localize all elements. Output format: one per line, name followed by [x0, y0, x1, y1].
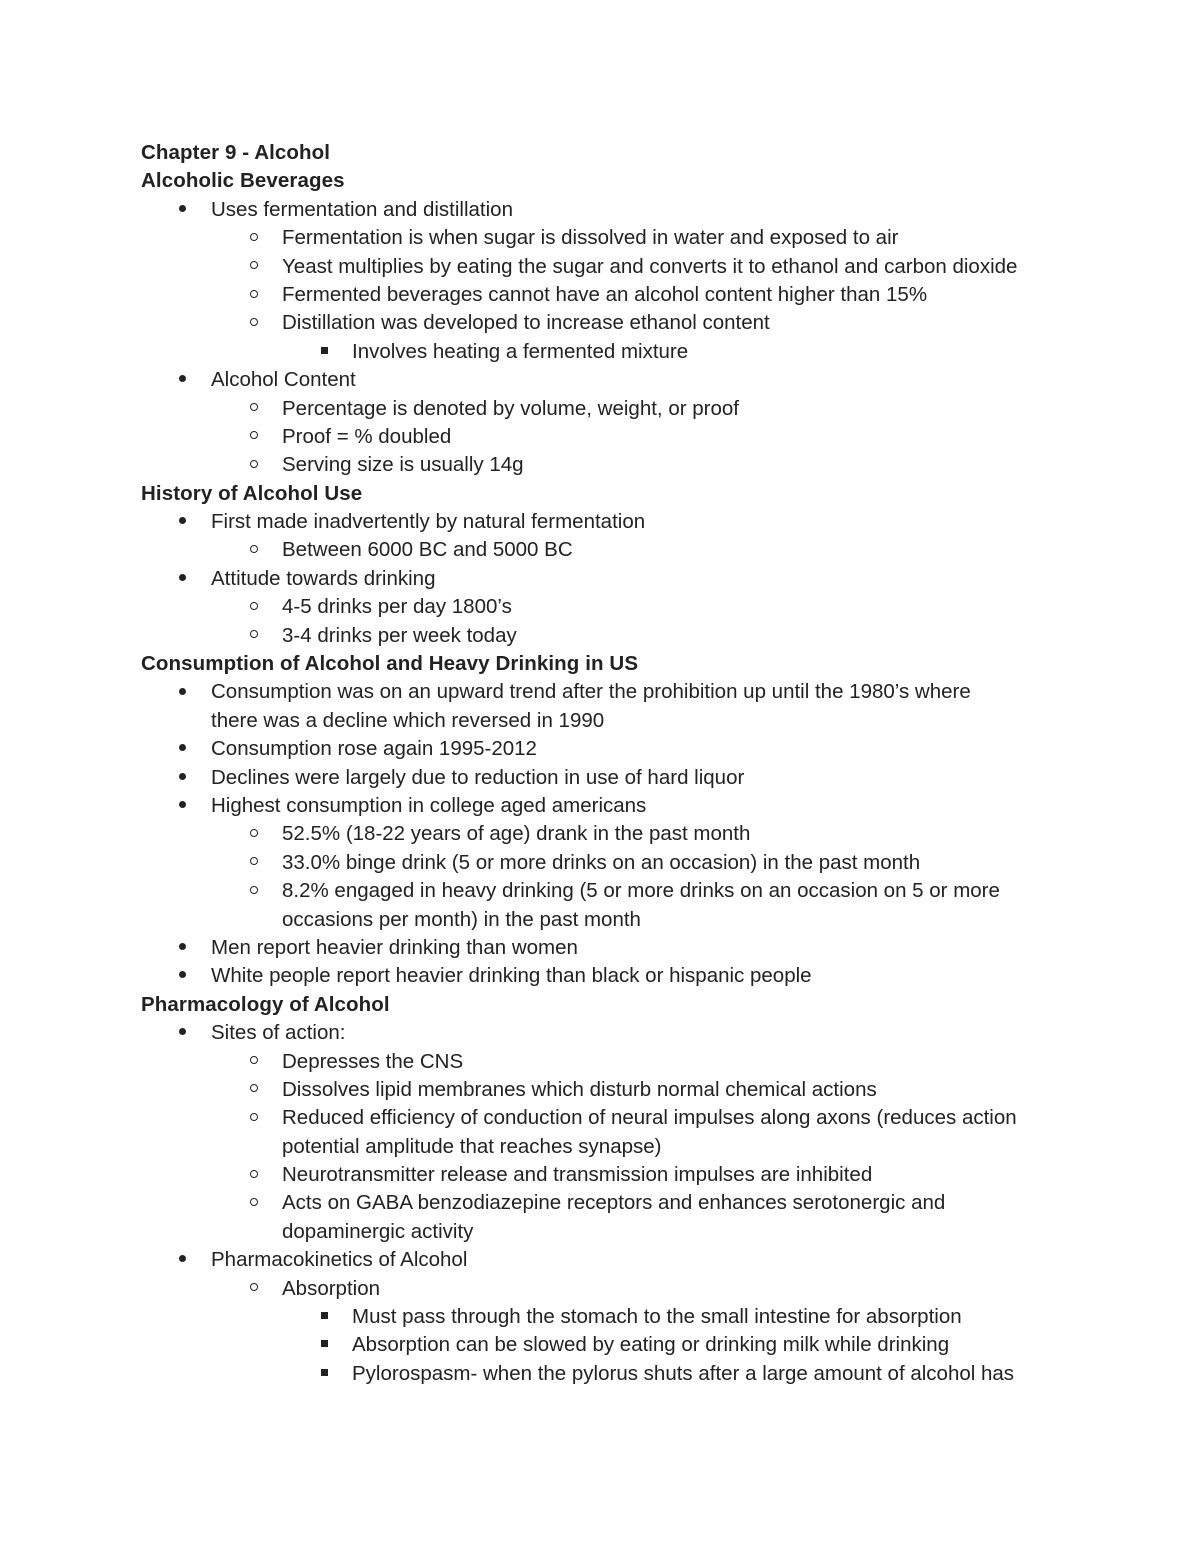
list-item-text: Declines were largely due to reduction in use of hard liquor: [211, 765, 745, 789]
document-body: [141, 139, 1141, 1388]
list-item: [141, 536, 1141, 564]
list-item: [141, 1104, 1141, 1132]
filled-bullet-icon: [175, 565, 189, 593]
list-item: [141, 678, 1141, 706]
list-item: [141, 962, 1141, 990]
list-item-text: Yeast multiplies by eating the sugar and converts it to ethanol and carbon dioxide: [282, 254, 1018, 278]
list-item: [141, 1189, 1141, 1217]
list-item: [141, 1161, 1141, 1189]
hollow-bullet-icon: [247, 1189, 261, 1217]
hollow-bullet-icon: [247, 593, 261, 621]
list-item-text: Absorption can be slowed by eating or drinking milk while drinking: [352, 1333, 950, 1357]
list-item: [141, 366, 1141, 394]
list-item-text: Alcohol Content: [211, 368, 356, 392]
hollow-bullet-icon: [247, 423, 261, 451]
hollow-bullet-icon: [247, 849, 261, 877]
hollow-bullet-icon: [247, 281, 261, 309]
list-item-text: White people report heavier drinking than black or hispanic people: [211, 964, 812, 988]
list-item: [141, 508, 1141, 536]
list-item-text: First made inadvertently by natural fermentation: [211, 510, 646, 534]
list-item-text: Distillation was developed to increase ethanol content: [282, 311, 770, 335]
list-item-text: Uses fermentation and distillation: [211, 197, 513, 221]
list-item: [141, 338, 1141, 366]
filled-bullet-icon: [175, 1019, 189, 1047]
list-item-text: dopaminergic activity: [282, 1219, 474, 1243]
outline-list: [141, 167, 1141, 1388]
list-item: [141, 934, 1141, 962]
section-heading-text: Alcoholic Beverages: [141, 169, 345, 193]
list-item: [141, 877, 1141, 905]
list-item-text: Acts on GABA benzodiazepine receptors and enhances serotonergic and: [282, 1191, 946, 1215]
square-bullet-icon: [317, 1331, 331, 1359]
list-item: [141, 196, 1141, 224]
list-item-continuation: [141, 707, 1141, 735]
list-item: [141, 792, 1141, 820]
section-heading: [141, 167, 1141, 195]
hollow-bullet-icon: [247, 1076, 261, 1104]
list-item: [141, 1303, 1141, 1331]
list-item: [141, 451, 1141, 479]
list-item-text: potential amplitude that reaches synapse): [282, 1134, 662, 1158]
list-item-text: 3-4 drinks per week today: [282, 623, 517, 647]
list-item: [141, 820, 1141, 848]
list-item-continuation: [141, 906, 1141, 934]
page-title: [141, 139, 1141, 167]
list-item: [141, 622, 1141, 650]
list-item-text: Men report heavier drinking than women: [211, 935, 578, 959]
list-item: [141, 1048, 1141, 1076]
hollow-bullet-icon: [247, 1104, 261, 1132]
hollow-bullet-icon: [247, 877, 261, 905]
square-bullet-icon: [317, 1360, 331, 1388]
section-heading: [141, 480, 1141, 508]
list-item: [141, 1360, 1141, 1388]
list-item-text: Proof = % doubled: [282, 424, 452, 448]
list-item: [141, 1076, 1141, 1104]
list-item-text: Pharmacokinetics of Alcohol: [211, 1248, 468, 1272]
list-item-text: Consumption rose again 1995-2012: [211, 737, 537, 761]
filled-bullet-icon: [175, 764, 189, 792]
square-bullet-icon: [317, 1303, 331, 1331]
list-item-continuation: [141, 1218, 1141, 1246]
list-item-text: Highest consumption in college aged americans: [211, 793, 647, 817]
filled-bullet-icon: [175, 962, 189, 990]
section-heading: [141, 991, 1141, 1019]
list-item-text: Serving size is usually 14g: [282, 453, 524, 477]
list-item-text: occasions per month) in the past month: [282, 907, 641, 931]
list-item-text: Must pass through the stomach to the small intestine for absorption: [352, 1305, 962, 1329]
filled-bullet-icon: [175, 735, 189, 763]
list-item: [141, 849, 1141, 877]
filled-bullet-icon: [175, 934, 189, 962]
list-item: [141, 565, 1141, 593]
filled-bullet-icon: [175, 1246, 189, 1274]
hollow-bullet-icon: [247, 309, 261, 337]
list-item-text: Involves heating a fermented mixture: [352, 339, 689, 363]
list-item-text: Neurotransmitter release and transmission impulses are inhibited: [282, 1163, 873, 1187]
hollow-bullet-icon: [247, 395, 261, 423]
list-item-text: 33.0% binge drink (5 or more drinks on an occasion) in the past month: [282, 850, 921, 874]
list-item-text: there was a decline which reversed in 1990: [211, 708, 605, 732]
hollow-bullet-icon: [247, 622, 261, 650]
list-item-text: Absorption: [282, 1276, 381, 1300]
hollow-bullet-icon: [247, 1048, 261, 1076]
list-item-text: 52.5% (18-22 years of age) drank in the past month: [282, 822, 751, 846]
list-item-text: Percentage is denoted by volume, weight, or proof: [282, 396, 739, 420]
list-item: [141, 253, 1141, 281]
list-item: [141, 224, 1141, 252]
filled-bullet-icon: [175, 792, 189, 820]
list-item-text: 4-5 drinks per day 1800’s: [282, 595, 512, 619]
list-item-continuation: [141, 1133, 1141, 1161]
list-item-text: Reduced efficiency of conduction of neural impulses along axons (reduces action: [282, 1106, 1017, 1130]
list-item-text: Pylorospasm- when the pylorus shuts after a large amount of alcohol has: [352, 1361, 1015, 1385]
list-item-text: Depresses the CNS: [282, 1049, 464, 1073]
square-bullet-icon: [317, 338, 331, 366]
list-item-text: Consumption was on an upward trend after the prohibition up until the 1980’s where: [211, 680, 971, 704]
list-item-text: Dissolves lipid membranes which disturb normal chemical actions: [282, 1077, 877, 1101]
list-item: [141, 281, 1141, 309]
list-item-text: 8.2% engaged in heavy drinking (5 or more drinks on an occasion on 5 or more: [282, 879, 1000, 903]
section-heading: [141, 650, 1141, 678]
hollow-bullet-icon: [247, 224, 261, 252]
hollow-bullet-icon: [247, 536, 261, 564]
list-item: [141, 764, 1141, 792]
hollow-bullet-icon: [247, 1161, 261, 1189]
list-item: [141, 593, 1141, 621]
filled-bullet-icon: [175, 678, 189, 706]
hollow-bullet-icon: [247, 451, 261, 479]
list-item: [141, 735, 1141, 763]
list-item-text: Between 6000 BC and 5000 BC: [282, 538, 573, 562]
filled-bullet-icon: [175, 508, 189, 536]
list-item: [141, 1019, 1141, 1047]
section-heading-text: Pharmacology of Alcohol: [141, 992, 390, 1016]
list-item: [141, 1331, 1141, 1359]
list-item: [141, 1275, 1141, 1303]
list-item-text: Fermented beverages cannot have an alcohol content higher than 15%: [282, 282, 928, 306]
hollow-bullet-icon: [247, 253, 261, 281]
list-item: [141, 423, 1141, 451]
hollow-bullet-icon: [247, 820, 261, 848]
list-item: [141, 309, 1141, 337]
section-heading-text: History of Alcohol Use: [141, 481, 363, 505]
list-item-text: Attitude towards drinking: [211, 566, 436, 590]
page-title-text: Chapter 9 - Alcohol: [141, 141, 331, 164]
list-item: [141, 395, 1141, 423]
list-item: [141, 1246, 1141, 1274]
list-item-text: Fermentation is when sugar is dissolved in water and exposed to air: [282, 226, 899, 250]
filled-bullet-icon: [175, 366, 189, 394]
hollow-bullet-icon: [247, 1275, 261, 1303]
list-item-text: Sites of action:: [211, 1021, 346, 1045]
filled-bullet-icon: [175, 196, 189, 224]
section-heading-text: Consumption of Alcohol and Heavy Drinking in US: [141, 652, 639, 676]
